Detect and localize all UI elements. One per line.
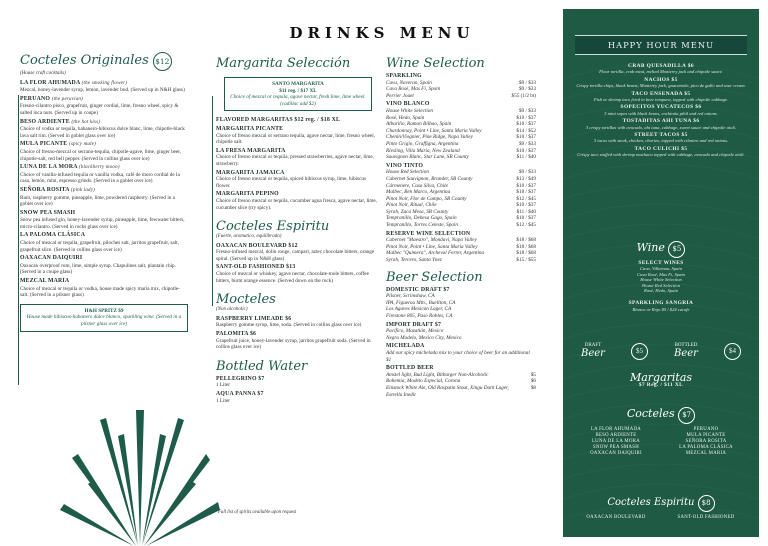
beer-price: $8 — [530, 384, 536, 391]
wine-price: $10 / $37 — [516, 147, 536, 154]
hh-cocktail-item: SEÑORA ROSITA — [685, 439, 727, 444]
hh-cocktail-item: SNOW PEA SMASH — [593, 445, 639, 450]
hh-item-desc: 3 crispy tortillas with avocado, ahi tuna, cabbage, sweet sauce and chipotle aioli. — [585, 124, 737, 130]
cocteles-heading-text: Cocteles Originales — [20, 53, 149, 68]
import-title: IMPORT DRAFT $7 — [386, 321, 442, 328]
hh-cocteles-price: $7 — [678, 407, 695, 424]
hh-item-name: TACO ENSENADA $5 — [631, 90, 691, 97]
wine-group-title: RESERVE WINE SELECTION — [386, 230, 471, 237]
page-title: DRINKS MENU — [289, 24, 475, 42]
hh-margaritas-price: $7 Reg. / $11 XL — [638, 382, 684, 389]
hh-cocteles-grid — [571, 427, 751, 457]
cocktail-tag: (the peruvian) — [51, 96, 83, 102]
wine-row — [386, 222, 536, 229]
wine-name: Cava, Naveran, Spain — [386, 79, 432, 86]
import-desc: Pacifico, Mazatlán, Mexico Negra Modelo, Mexico City, Mexico — [386, 328, 462, 341]
wine-name: Pinot Noir, Ritual, Chile — [386, 202, 437, 209]
flavored-margaritas: FLAVORED MARGARITAS $12 reg. / $18 XL — [216, 117, 341, 124]
cocktail-tag: (the smoking flower) — [81, 80, 128, 86]
hh-wine-price: $5 — [668, 241, 685, 258]
cocktail-tag: (pink lady) — [71, 187, 96, 193]
espiritu-heading: Cocteles Espiritu — [216, 219, 330, 235]
margarita-list — [216, 126, 380, 211]
hh-item-desc: 3 tacos with steak, chicken, chorizo, topped with cilantro and red onions. — [593, 138, 729, 144]
cocktail-desc: Choice of mezcal or tequila, grapefruit, piloches salt, jarritos grapefruit, salt, grapefruit slice. (Served in collins glass over ice) — [20, 240, 179, 253]
cocktail-name — [20, 187, 188, 195]
drink-name: AQUA PANNA $7 — [216, 391, 264, 397]
hh-espiritu — [571, 495, 751, 521]
hh-wine-section — [571, 241, 751, 312]
wine-price: $11 / $40 — [516, 154, 536, 161]
wine-price: $10 / $37 — [516, 202, 536, 209]
cocktail-tag: (spicy mule) — [69, 142, 96, 148]
divider-line — [212, 96, 213, 306]
drink-name: MARGARITA JAMAICA — [216, 169, 285, 176]
wine-row — [386, 86, 536, 93]
wine-list — [386, 73, 536, 264]
beer-name: Amstel light, Bud Light, Bitburger Non-Alcoholic — [386, 371, 489, 378]
drink-name: RASPBERRY LIMEADE $6 — [216, 315, 292, 322]
wine-price: $10 / $37 — [516, 182, 536, 189]
wine-name: Cabernet "Maestro", Mondavi, Napa Valley — [386, 237, 477, 244]
hh-cocktail-item: LA FLOR AHUMADA — [590, 427, 642, 432]
wine-name: Sauvignon Blanc, Star Lane, SB County — [386, 154, 469, 161]
spritz-box — [20, 304, 188, 332]
wine-row — [386, 169, 536, 176]
hh-item-name: CRAB QUESADILLA $6 — [628, 63, 694, 69]
cocktail-desc: Fresno-cilantro pisco, grapefruit, ginger cordial, lime, fresno wheel, spicy & salted inca nuts. (Served up in coupe) — [20, 103, 179, 116]
cocktail-name-text: PERUANO — [20, 95, 51, 102]
cocktail-desc: Choice of vanilla-infused tequila or vanilla vodka, café de moro cordial de la casa, lemón, mint, espresso grinds. (Served in a goblet over ice) — [20, 171, 180, 185]
hh-cocktail-item: PERUANO — [693, 427, 719, 432]
hh-margaritas-heading: Margaritas — [629, 371, 693, 384]
wine-name: Pinot Noir, Flor de Campo, SB County — [386, 195, 467, 202]
santo-title: SANTO MARGARITA — [272, 81, 324, 87]
hh-item-name: NACHOS $5 — [644, 76, 678, 83]
beer-price: $6 — [530, 378, 536, 385]
hh-cocktail-item: OAXACAN DAIQUIRI — [590, 451, 642, 456]
wine-name: Tempranillo, Torres Celeste, Spain — [386, 222, 458, 229]
santo-box — [224, 77, 372, 111]
wine-row — [386, 128, 536, 135]
wine-price: $14 / $52 — [516, 127, 536, 134]
wine-row — [386, 196, 536, 203]
drink-name: SANT-OLD FASHIONED $13 — [216, 264, 296, 271]
beer-name: Bohemia, Modelo Especial, Corona — [386, 378, 461, 385]
wine-price: $10 / $37 — [516, 121, 536, 128]
cocktail-name-text: SNOW PEA SMASH — [20, 209, 76, 216]
cocktail-desc: Snow pea infused gin, honey-lavender syrup, pineapple, lime, fewwater bitters, micro-cilantro. (Served in rocks glass over ice) — [20, 217, 185, 230]
hh-item-name: TOSTADITAS AHI TUNA $6 — [622, 118, 700, 125]
drink-desc: Raspberry gomme syrup, lime, soda. (Served in collins glass over ice) — [216, 322, 362, 329]
hh-draft-price: $5 — [631, 343, 648, 360]
wine-name: House Red Selection — [386, 169, 429, 176]
hh-espiritu-heading: Cocteles Espiritu — [607, 497, 695, 508]
wine-price: $9 / $33 — [518, 79, 536, 86]
drink-name: PALOMITA $6 — [216, 331, 257, 338]
cocktail-name-text: BESO ARDIENTE — [20, 118, 70, 125]
cocktail-desc: Choice of fresno-mezcal or serrano-tequila, chipotle-agave, lime, ginger beer, chipotle-salt, red bell pepper. (Served in collins glass over ice) — [20, 148, 182, 162]
wine-row — [386, 209, 536, 216]
hh-espiritu-item: OAXACAN BOULEVARD — [586, 515, 646, 520]
wine-row — [386, 148, 536, 155]
wine-price: $9 / $33 — [518, 107, 536, 114]
cocteles-list — [20, 80, 188, 299]
wine-name: Syrah, Tercero, Santa Ynez — [386, 257, 442, 264]
wine-name: Malbec, Ben Marco, Argentina — [386, 189, 451, 196]
cocktail-name-text: OAXACAN DAIQUIRI — [20, 255, 83, 262]
drink-desc: Choice of mezcal or whiskey, agave nectar, chocolate-mole bitters, coffee bitters, burnt orange essence. (Served down on the rock) — [216, 271, 369, 284]
beer-row — [386, 372, 536, 379]
hh-cocktail-item: MULA PICANTE — [686, 433, 726, 438]
hh-espiritu-grid — [571, 515, 751, 521]
wine-name: Cármenere, Casa Silva, Chile — [386, 182, 448, 189]
water-heading: Bottled Water — [216, 358, 308, 374]
divider-line — [18, 95, 19, 385]
hh-cocteles — [571, 407, 751, 457]
espiritu-list — [216, 243, 380, 285]
hh-cocktail-item: LUNA DE LA MORA — [591, 439, 641, 444]
drink-desc: Fresno-infused mezcal, dolin rouge, campari, aztec chocolate bitters, orange spiral. (Served up in N&H glass) — [216, 249, 375, 262]
wine-price: $10 / $37 — [516, 114, 536, 121]
cocktail-name — [20, 141, 188, 149]
hh-bottled — [674, 343, 698, 360]
drink-name: LA FRESA MARGARITA — [216, 147, 286, 154]
hh-bottled-price: $4 — [724, 343, 741, 360]
hh-item-desc: Fish or shrimp taco fried in beer tempura, topped with chipotle cabbage. — [593, 97, 729, 103]
cocktail-name-text: MEZCAL MARIA — [20, 278, 70, 285]
agave-illustration — [60, 400, 220, 546]
hh-beer-row — [581, 343, 741, 360]
cocktail-desc: Choice of mezcal or tequila or vodka, house made spicy maria mix, chipotle-salt. (Served in a pilsner glass) — [20, 285, 180, 299]
drink-desc: Choice of fresno mezcal or tequila, spiced hibiscus syrup, lime, hibiscus flower. — [216, 176, 366, 189]
wine-price: $18 / $68 — [516, 237, 536, 244]
cocteles-note: (House craft cocktails) — [20, 71, 66, 76]
wine-price: $10 / $37 — [516, 215, 536, 222]
wine-row — [386, 215, 536, 222]
mocteles-note: (Non alcoholic) — [216, 307, 248, 313]
wine-price: $9 / $33 — [518, 140, 536, 147]
drink-name: PELLEGRINO $7 — [216, 375, 265, 382]
drink-desc: 1 Liter — [216, 397, 230, 404]
mocteles-list — [216, 316, 380, 351]
beer-name: Einstock White Ale, Old Rasputin Stout, Xingu Dark Lager, Estrella Inedit — [386, 384, 509, 398]
drink-desc: 1 Liter — [216, 382, 230, 389]
hh-wine-list: Cava, Villarnau, Spain Cava Rosé, Mas Fi, Spain House White Selection House Red Selection Rosé, Hedo, Spain — [637, 266, 685, 294]
mocteles-heading: Mocteles — [216, 292, 276, 308]
wine-name: Chardonnay, Point • Line, Santa Maria Valley — [386, 127, 482, 134]
hh-sangria-name: SPARKLING SANGRIA — [628, 300, 694, 307]
wine-group-title: VINO TINTO — [386, 162, 424, 169]
wine-price: $55 (1/2 bt) — [511, 92, 536, 99]
wine-price: $9 / $33 — [518, 86, 536, 93]
spritz-desc: House made hibiscus-habanero dulce blanco, sparkling wine. (Served in a pilsner glass over ice) — [26, 314, 182, 327]
wine-row — [386, 134, 536, 141]
hh-bottled-word: Beer — [674, 348, 698, 359]
cocktail-name-text: MULA PICANTE — [20, 141, 68, 148]
hh-sangria-desc: Blanco or Rojo $5 / $24 carafe — [632, 306, 690, 312]
hh-cocteles-heading: Cocteles — [626, 407, 675, 420]
wine-row — [386, 93, 536, 100]
happy-hour-title: HAPPY HOUR MENU — [575, 35, 747, 55]
cocktail-name-text: LUNA DE LA MORA — [20, 164, 78, 171]
cocktail-name — [20, 232, 188, 240]
cocktail-desc: Rum, raspberry gomme, pineapple, lime, powdered raspberry. (Served in a goblet over ice) — [20, 194, 175, 208]
drink-name: OAXACAN BOULEVARD $12 — [216, 242, 298, 249]
cocktail-name — [20, 255, 188, 263]
michelada-title: MICHELADA — [386, 343, 425, 350]
margarita-section — [216, 52, 380, 404]
drink-name: MARGARITA PICANTE — [216, 125, 284, 132]
bottled-list — [386, 372, 536, 398]
hh-item-name: TACO CULICHI $5 — [634, 145, 688, 152]
wine-name: Tempranillo, Dehesa Gago, Spain — [386, 215, 457, 222]
drink-desc: Choice of fresno mezcal or tequila, pressed strawberries, agave nectar, lime, strawberry. — [216, 154, 374, 167]
bottled-title: BOTTLED BEER — [386, 365, 434, 372]
hh-cocktail-item: BESO ARDIENTE — [595, 433, 637, 438]
beer-row — [386, 378, 536, 385]
wine-price: $12 / $45 — [516, 222, 536, 229]
cocktail-desc: Oaxacan overproof rum, lime, simple syrup. Chapulines salt, plantain chip. (Served in a coupe glass) — [20, 262, 176, 276]
beer-heading: Beer Selection — [386, 269, 483, 285]
hh-draft-word: Beer — [581, 348, 605, 359]
drink-desc: Choice of fresno mezcal or tequila, cucumber agua fresca, agave nectar, lime, cucumber slice (try spicy). — [216, 197, 377, 211]
domestic-desc: Pilsner, Scrimshaw, CA IPA, Figueroa Mtn., Buellton, CA Los Agaves Mexican Lager, CA Firestone 805, Paso Robles, CA — [386, 293, 456, 319]
hh-wine-heading: Wine — [636, 241, 665, 254]
wine-row — [386, 183, 536, 190]
wine-name: Albariño, Ramon Bilbao, Spain — [386, 121, 452, 128]
water-list — [216, 376, 380, 404]
wine-group-title: SPARKLING — [386, 73, 422, 79]
happy-hour-panel — [563, 9, 759, 537]
wine-row — [386, 202, 536, 209]
wine-price: $10 / $37 — [516, 189, 536, 196]
wine-row — [386, 176, 536, 183]
wine-heading: Wine Selection — [386, 56, 485, 71]
hh-espiritu-item: SANT-OLD FASHIONED — [677, 515, 735, 520]
wine-name: Malbec "Quimera", Archeval Ferrer, Argentina — [386, 250, 485, 257]
cocktail-name-text: SEÑORA ROSITA — [20, 186, 70, 193]
wine-row — [386, 257, 536, 264]
wine-row — [386, 115, 536, 122]
spritz-title: H&H SPRITZ $9 — [84, 307, 124, 314]
hh-margaritas — [571, 371, 751, 389]
wine-price: $15 / $55 — [516, 257, 536, 264]
hh-draft — [581, 343, 605, 360]
wine-row — [386, 154, 536, 161]
cocktail-desc: Choice of vodka or tequila, habanero-hibiscus dulce blanc, lime, chipotle-black lava salt rim. (Served in goblet glass over ice) — [20, 126, 185, 139]
cocteles-price-badge: $12 — [153, 52, 172, 71]
wine-price: $18 / $68 — [516, 243, 536, 250]
hh-wine-sub: SELECT WINES — [638, 260, 684, 266]
cocteles-heading — [20, 52, 188, 71]
drink-name: MARGARITA PEPINO — [216, 191, 279, 198]
hh-item-desc: Flour tortilla, crab meat, melted Monterey jack and chipotle sauce. — [599, 69, 723, 75]
cocktail-tag: (blackberry moon) — [78, 165, 120, 171]
hh-item-desc: 3 mini sopes with black beans, cochinita pibil and red onions. — [604, 110, 718, 116]
wine-row — [386, 244, 536, 251]
wine-row — [386, 250, 536, 257]
wine-group-title: VINO BLANCO — [386, 101, 430, 108]
wine-row — [386, 121, 536, 128]
wine-name: Pinot Noir, Point • Line, Santa Maria Valley — [386, 243, 478, 250]
wine-row — [386, 80, 536, 87]
beer-row — [386, 385, 536, 398]
cocktail-name-text: LA PALOMA CLÁSICA — [20, 232, 86, 239]
espiritu-note: (Fuerte, aromatico, equilibrado) — [216, 234, 282, 240]
wine-name: House White Selection — [386, 107, 433, 114]
cocteles-section — [20, 52, 188, 335]
wine-price: $12 / $45 — [516, 195, 536, 202]
wine-name: Syrah, Zaca Mesa, SB County — [386, 208, 449, 215]
wine-name: Cabernet Sauvignon, Brander, SB County — [386, 175, 473, 182]
hh-cocktail-item: LA PALOMA CLÁSICA — [679, 445, 733, 450]
spirits-footnote: Full list of spirits available upon request — [218, 510, 297, 515]
happy-hour-food-list — [571, 61, 751, 158]
cocktail-name — [20, 164, 188, 172]
cocktail-name-text: LA FLOR AHUMADA — [20, 79, 81, 86]
margarita-heading: Margarita Selección — [216, 56, 351, 71]
wine-price: $10 / $37 — [516, 134, 536, 141]
wine-price: $9 / $33 — [518, 169, 536, 176]
hh-item-name: SOPECITOS YUCATECOS $6 — [620, 104, 702, 111]
wine-name: Rosé, Hedo, Spain — [386, 114, 425, 121]
domestic-title: DOMESTIC DRAFT $7 — [386, 286, 450, 293]
wine-row — [386, 237, 536, 244]
wine-section — [386, 52, 536, 398]
drink-desc: Grapefruit juice, honey-lavender syrup, jarritos grapefruit soda. (Served in collins glass over ice) — [216, 337, 371, 351]
hh-item-name: STREET TACOS $5 — [634, 132, 688, 139]
cocktail-name — [20, 278, 188, 286]
cocktail-desc: Mezcal, honey-lavender syrup, lemon, lavender bud. (Served up in N&H glass) — [20, 87, 185, 94]
drink-desc: Choice of fresno mezcal or serrano tequila, agave nectar, lime, fresno wheel, chipotle salt. — [216, 132, 375, 146]
wine-row — [386, 189, 536, 196]
wine-name: Pinto Grigio, Graffigna, Argentina — [386, 140, 459, 147]
hh-item-desc: Crispy taco stuffed with shrimp machaca topped with cabbage, avocado and chipotle aioli. — [577, 152, 745, 158]
hh-draft-label: DRAFT — [584, 343, 602, 348]
santo-desc: Choice of mezcal or tequila, agave nectar, fresh lime, lime wheel. (cadillac add $2) — [230, 94, 366, 107]
wine-name: Chenin/Viognier, Pine Ridge, Napa Valley — [386, 134, 473, 141]
cocktail-tag: (the hot kiss) — [71, 119, 101, 125]
wine-price: $13 / $49 — [516, 175, 536, 182]
hh-item-desc: Crispy tortilla chips, black beans, Monterey jack, guacamole, pico de gallo and sour cream. — [576, 83, 746, 89]
santo-price: $11 reg. / $17 XL — [279, 87, 317, 94]
hh-espiritu-price: $8 — [698, 495, 715, 512]
wine-row — [386, 141, 536, 148]
wine-name: Perrier Jouet — [386, 92, 414, 99]
wine-price: $18 / $68 — [516, 250, 536, 257]
hh-bottled-label: BOTTLED — [674, 343, 698, 348]
hh-cocktail-item: MEZCAL MARIA — [685, 451, 727, 456]
wine-name: Riesling, Villa Maria, New Zealand — [386, 147, 460, 154]
beer-price: $5 — [530, 371, 536, 378]
wine-row — [386, 108, 536, 115]
wine-price: $11 / $40 — [516, 208, 536, 215]
wine-name: Cava Rosé, Mas Fi, Spain — [386, 86, 441, 93]
michelada-desc: Add our spicy michelada mix to your choice of beer for an additional $1 — [386, 349, 530, 363]
